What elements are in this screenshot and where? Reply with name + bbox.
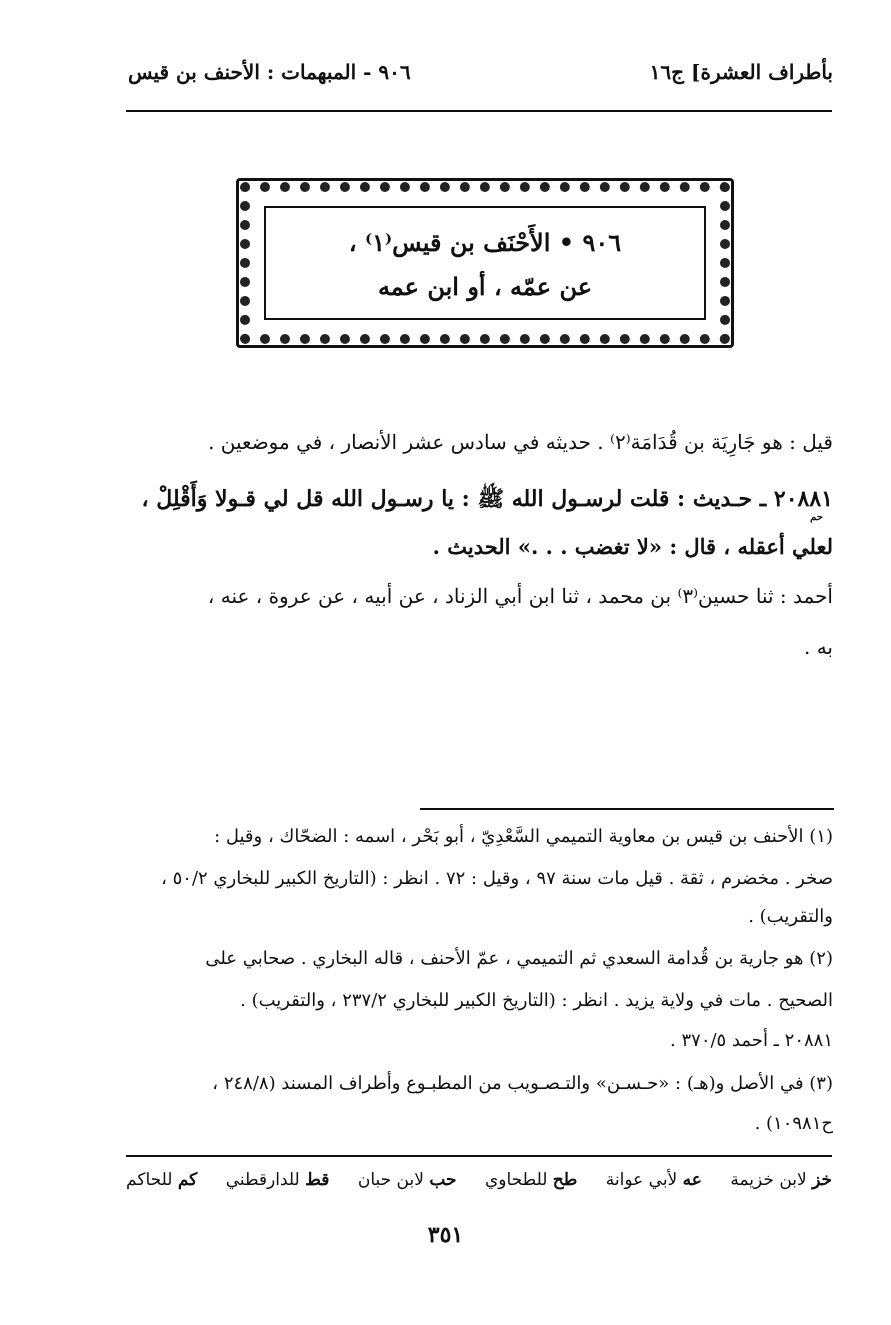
- footnote-2-line1: (٢) هو جارية بن قُدامة السعدي ثم التميمي ، عمّ الأحنف ، قاله البخاري . صحابي على: [205, 948, 833, 969]
- footnote-1-line2: صخر . مخضرم ، ثقة . قيل مات سنة ٩٧ ، وقيل : ٧٢ . انظر : (التاريخ الكبير للبخاري ٥٠/٢ ،: [161, 868, 833, 889]
- footnote-2-line3: ٢٠٨٨١ ـ أحمد ٣٧٠/٥ .: [670, 1030, 833, 1051]
- frame-inner-border: [264, 206, 706, 320]
- footnote-1-line1: (١) الأحنف بن قيس بن معاوية التميمي السَّعْدِيّ ، أبو بَحْر ، اسمه : الضحّاك ، وقيل :: [214, 826, 833, 847]
- footnote-rule: [420, 808, 834, 810]
- hadith-text-line1: ٢٠٨٨١ ـ حـديث : قلت لرسـول الله ﷺ : يا رسـول الله قل لي قـولا وَأَقْلِلْ ،: [141, 486, 833, 512]
- ornamental-title-frame: [236, 178, 734, 348]
- intro-paragraph: قيل : هو جَارِيَة بن قُدَامَة⁽٢⁾ . حديثه في سادس عشر الأنصار ، في موضعين .: [208, 430, 833, 454]
- chapter-title-line1: ٩٠٦ • الأَحْنَف بن قيس⁽١⁾ ،: [348, 228, 622, 257]
- running-header-book: بأطراف العشرة] ج١٦: [649, 60, 833, 84]
- page-number: ٣٥١: [427, 1222, 464, 1248]
- legend-item: حب لابن حبان: [357, 1170, 457, 1190]
- legend-item: عه لأبي عوانة: [605, 1170, 702, 1190]
- running-header-section: ٩٠٦ - المبهمات : الأحنف بن قيس: [128, 60, 411, 84]
- footnote-1-line3: والتقريب) .: [748, 906, 833, 927]
- isnad-line1: أحمد : ثنا حسين⁽٣⁾ بن محمد ، ثنا ابن أبي الزناد ، عن أبيه ، عن عروة ، عنه ،: [207, 584, 833, 608]
- abbreviation-legend: [126, 1170, 832, 1190]
- legend-rule: [126, 1155, 832, 1157]
- footnote-3-line2: ح١٠٩٨١) .: [754, 1113, 833, 1134]
- hadith-source-mark: حم: [810, 512, 823, 523]
- legend-item: قط للدارقطني: [225, 1170, 330, 1190]
- chapter-title-line2: عن عمّه ، أو ابن عمه: [377, 272, 593, 301]
- isnad-line2: به .: [803, 635, 833, 659]
- legend-item: طح للطحاوي: [484, 1170, 578, 1190]
- footnote-3-line1: (٣) في الأصل و(هـ) : «حـسـن» والتـصـويب من المطبـوع وأطراف المسند (٢٤٨/٨ ،: [212, 1073, 833, 1094]
- legend-item: كم للحاكم: [126, 1170, 198, 1190]
- header-rule: [126, 110, 832, 112]
- footnote-2-line2: الصحيح . مات في ولاية يزيد . انظر : (التاريخ الكبير للبخاري ٢٣٧/٢ ، والتقريب) .: [240, 990, 833, 1011]
- hadith-text-line2: لعلي أعقله ، قال : «لا تغضب . . .» الحديث .: [432, 534, 833, 559]
- legend-item: خز لابن خزيمة: [730, 1170, 832, 1190]
